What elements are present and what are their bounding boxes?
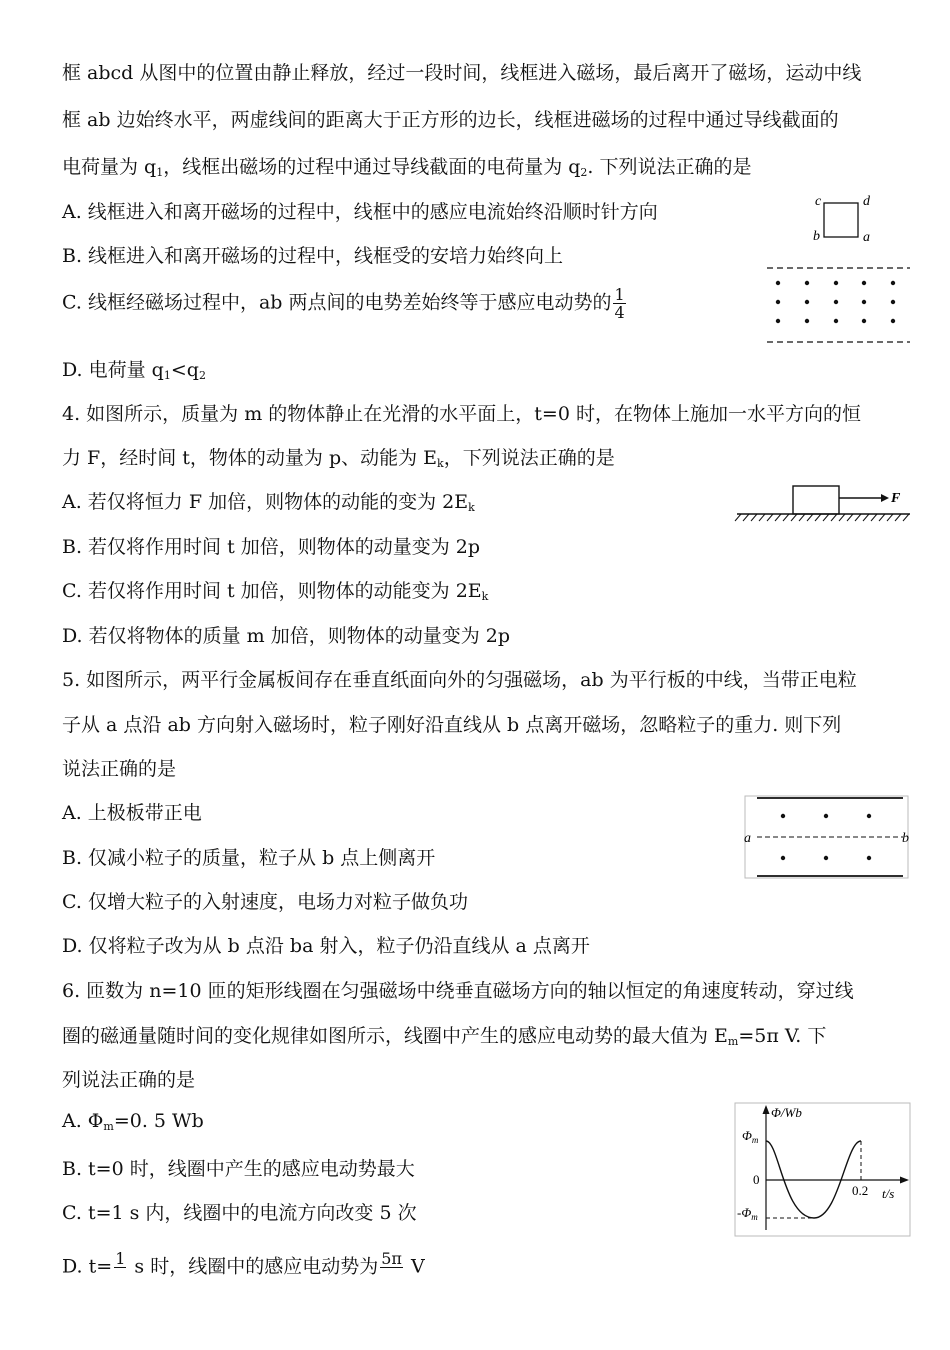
origin-label: 0 [753, 1172, 760, 1187]
q4-option-a: A. 若仅将恒力 F 加倍，则物体的动能的变为 $2E_k$ [62, 491, 475, 514]
q4-figure [735, 478, 915, 528]
q3-figure [760, 190, 920, 350]
q5-option-a: A. 上极板带正电 [62, 802, 202, 824]
q5-option-c: C. 仅增大粒子的入射速度，电场力对粒子做负功 [62, 891, 468, 913]
y-axis-arrowhead [763, 1105, 770, 1114]
q6-stem-2: 圈的磁通量随时间的变化规律如图所示，线圈中产生的感应电动势的最大值为 $E_m=5\pi$ V. 下 [62, 1025, 827, 1048]
q4-stem-1: 4. 如图所示，质量为 m 的物体静止在光滑的水平面上，t=0 时，在物体上施加一水平方向的恒 [62, 403, 861, 425]
q5-option-b: B. 仅减小粒子的质量，粒子从 b 点上侧离开 [62, 847, 436, 869]
y-axis-label: Φ/Wb [771, 1105, 802, 1120]
q3-option-a: A. 线框进入和离开磁场的过程中，线框中的感应电流始终沿顺时针方向 [62, 201, 658, 223]
x-tick-0.2: 0.2 [852, 1183, 869, 1198]
label-b: b [813, 229, 820, 244]
q3-option-b: B. 线框进入和离开磁场的过程中，线框受的安培力始终向上 [62, 245, 564, 267]
q3-line-1: 框 abcd 从图中的位置由静止释放，经过一段时间，线框进入磁场，最后离开了磁场，运动中线 [62, 62, 862, 84]
label-b: b [902, 831, 909, 846]
q4-option-c: C. 若仅将作用时间 t 加倍，则物体的动能变为 $2E_k$ [62, 580, 489, 603]
q4-option-d: D. 若仅将物体的质量 m 加倍，则物体的动量变为 2p [62, 625, 511, 647]
q5-figure [740, 792, 915, 882]
force-arrowhead [881, 494, 889, 502]
q3-option-c: C. 线框经磁场过程中，ab 两点间的电势差始终等于感应电动势的 $\frac{1}{4}$ [62, 285, 625, 322]
label-c: c [815, 194, 822, 209]
fraction-emf: 5π [381, 1249, 402, 1268]
q3-option-d: D. 电荷量 $q_1<q_2$ [62, 359, 206, 382]
label-d: d [863, 194, 870, 209]
q6-option-c: C. t=1 s 内，线圈中的电流方向改变 5 次 [62, 1202, 417, 1224]
q5-option-d: D. 仅将粒子改为从 b 点沿 ba 射入，粒子仍沿直线从 a 点离开 [62, 935, 590, 957]
fraction-time: 1 [115, 1249, 126, 1268]
fraction-one-quarter: $\frac{1}{4}$ [614, 285, 625, 322]
label-F: F [891, 491, 901, 506]
q3-line-2: 框 ab 边始终水平，两虚线间的距离大于正方形的边长，线框进磁场的过程中通过导线截面的 [62, 109, 839, 131]
y-tick-positive: $\Phi_m$ [742, 1128, 759, 1145]
block [793, 486, 839, 514]
q6-option-a: A. $\Phi_m=0$. 5 Wb [62, 1110, 204, 1133]
ground-hatch [735, 514, 909, 521]
q5-stem-2: 子从 a 点沿 ab 方向射入磁场时，粒子刚好沿直线从 b 点离开磁场，忽略粒子的重力. 则下列 [62, 714, 842, 736]
field-dots [776, 281, 895, 323]
q5-stem-1: 5. 如图所示，两平行金属板间存在垂直纸面向外的匀强磁场，ab 为平行板的中线，当带正电粒 [62, 669, 857, 691]
q6-stem-3: 列说法正确的是 [62, 1069, 196, 1091]
q6-stem-1: 6. 匝数为 n=10 匝的矩形线圈在匀强磁场中绕垂直磁场方向的轴以恒定的角速度转动，穿过线 [62, 980, 854, 1002]
q4-stem-2: 力 F，经时间 t，物体的动量为 p、动能为 $E_k$，下列说法正确的是 [62, 447, 615, 470]
q4-option-b: B. 若仅将作用时间 t 加倍，则物体的动量变为 2p [62, 536, 481, 558]
label-a: a [863, 230, 870, 245]
q3-line-3: 电荷量为 $q_1$，线框出磁场的过程中通过导线截面的电荷量为 $q_2$. 下列说法正确的是 [62, 156, 752, 179]
x-axis-arrowhead [900, 1177, 909, 1184]
figure-border [735, 1103, 910, 1236]
q5-stem-3: 说法正确的是 [62, 758, 177, 780]
y-tick-negative: $-\Phi_m$ [737, 1205, 758, 1222]
x-axis-label: t/s [882, 1186, 895, 1201]
label-a: a [744, 831, 751, 846]
q6-option-d: D. t= 1 s 时，线圈中的感应电动势为 5π V [62, 1250, 425, 1285]
q6-option-b: B. t=0 时，线圈中产生的感应电动势最大 [62, 1158, 415, 1180]
square-frame [824, 203, 858, 237]
q6-figure [734, 1102, 912, 1238]
